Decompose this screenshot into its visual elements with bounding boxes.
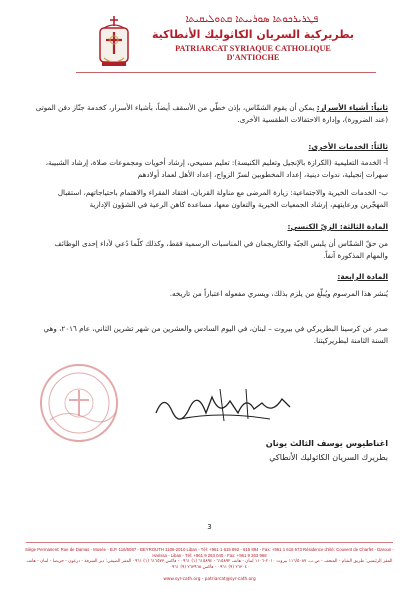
footer-address-arabic: المقر الرئيسي: طريق الشام - المتحف - ص.ب. ١١٦/٥٠٨٧ بيروت ٢٠١٠-١١٠٦ لبنان - هاتف ٦١٥٨٩٢ - ٦١٥٨٩٤ (١) ٠٩٦١ - فاكس ٦١٦٥٧٣ (١) ٠٩٦١ المقر الصيفي: دير الشرفة - درعون - حريصا - لبنان - هاتف ٢٦٣٠٤٠ (٩) ٠٩٦١ - فاكس ٢٦٣٩٦٨ (٩) ٠٩٦١ bbox=[26, 559, 393, 570]
syriac-title: ܦܛܪܝܪܟܘܬܐ ܣܘܪܝܝܬܐ ܩܬܘܠܝܩܝܬܐ bbox=[185, 14, 319, 25]
signatory-title: بطريرك السريان الكاثوليك الأنطاكي bbox=[269, 453, 388, 462]
article4-text: يُنشر هذا المرسوم ويُبلّغ من يلزم بذلك، ويسري مفعوله اعتباراً من تاريخه. bbox=[169, 289, 388, 298]
article3-heading: المادة الثالثة: الزيّ الكنسي: bbox=[287, 222, 388, 231]
sacraments-text: يمكن أن يقوم الشمّاس، بإذن خطّي من الأسقف أيضاً، بأشياء الأسرار، كخدمة جنّاز دفن الموتى (عند الضرورة)، وإدارة الاحتفالات الطقسية الأخرى. bbox=[35, 103, 388, 124]
sacraments-paragraph bbox=[32, 102, 388, 125]
article4-heading: المادة الرابعة: bbox=[337, 272, 388, 281]
other-services-heading: ثالثاً: الخدمات الأخرى: bbox=[308, 142, 388, 151]
signatory-name: اغناطيوس يوسف الثالث يونان bbox=[265, 438, 388, 448]
patriarchate-seal-logo bbox=[94, 14, 134, 70]
article3-text: من حقّ الشمّاس أن يلبس الجبّة والكاريجمان في المناسبات الرسمية فقط، وكذلك كلّما دُعي لأداء إحدى الوظائف والمهام المذكورة آنفاً. bbox=[54, 239, 388, 260]
sacraments-heading: ثانياً: أشياء الأسرار: bbox=[316, 103, 388, 112]
handwritten-signature bbox=[150, 383, 300, 425]
footer-website: www.syr-cath.org - patriarcat@syr-cath.org bbox=[163, 577, 256, 582]
page-number: 3 bbox=[207, 523, 212, 531]
charity-service-item: ب- الخدمات الخيرية والاجتماعية: زيارة المرضى مع مناولة القربان، افتقاد الفقراء والاهتمام باحتياجاتهم، استقبال المهجّرين ورعايتهم، إرشاد الجمعيات الخيرية والتعاون معها، مساعدة كاهن الرعية في الشؤون الإدارية bbox=[57, 188, 388, 209]
header-divider bbox=[76, 72, 376, 73]
closing-paragraph: صدر عن كرسينا البطريركي في بيروت – لبنان، في اليوم السادس والعشرين من شهر تشرين الثاني، عام ٢٠١٦، وهي السنة الثامنة لبطريركيتنا. bbox=[43, 324, 388, 345]
official-stamp bbox=[36, 360, 122, 446]
footer-divider bbox=[26, 542, 393, 543]
teaching-service-item: أ- الخدمة التعليمية (الكرازة بالإنجيل وتعليم الكنيسة): تعليم مسيحي، إرشاد أخويات ومجموعات صلاة، إرشاد الشبيبة، سهرات إنجيلية، ندوات دينية، إعداد المخطوبين لسرّ الزواج، إعداد الأهل لعماد أولادهم bbox=[45, 158, 388, 179]
arabic-org-title: بطريركية السريان الكاثوليك الأنطاكية bbox=[151, 28, 355, 41]
footer-address-french: Siège Permanent: Rue de Damas - Musée - B.P. 116/5087 - BEYROUTH 1106-2010 Liban - Tél: +961 1 615 892 - 615 894 - Fax: +961 1 616 573 Résidence d'été: Couvent de Charfet - Daroun - Harissa - Liban - Tél: +961 9 263 040 - Fax: +961 9 263 968 bbox=[25, 547, 394, 558]
french-org-title: PATRIARCAT SYRIAQUE CATHOLIQUE D'ANTIOCHE bbox=[175, 44, 331, 62]
